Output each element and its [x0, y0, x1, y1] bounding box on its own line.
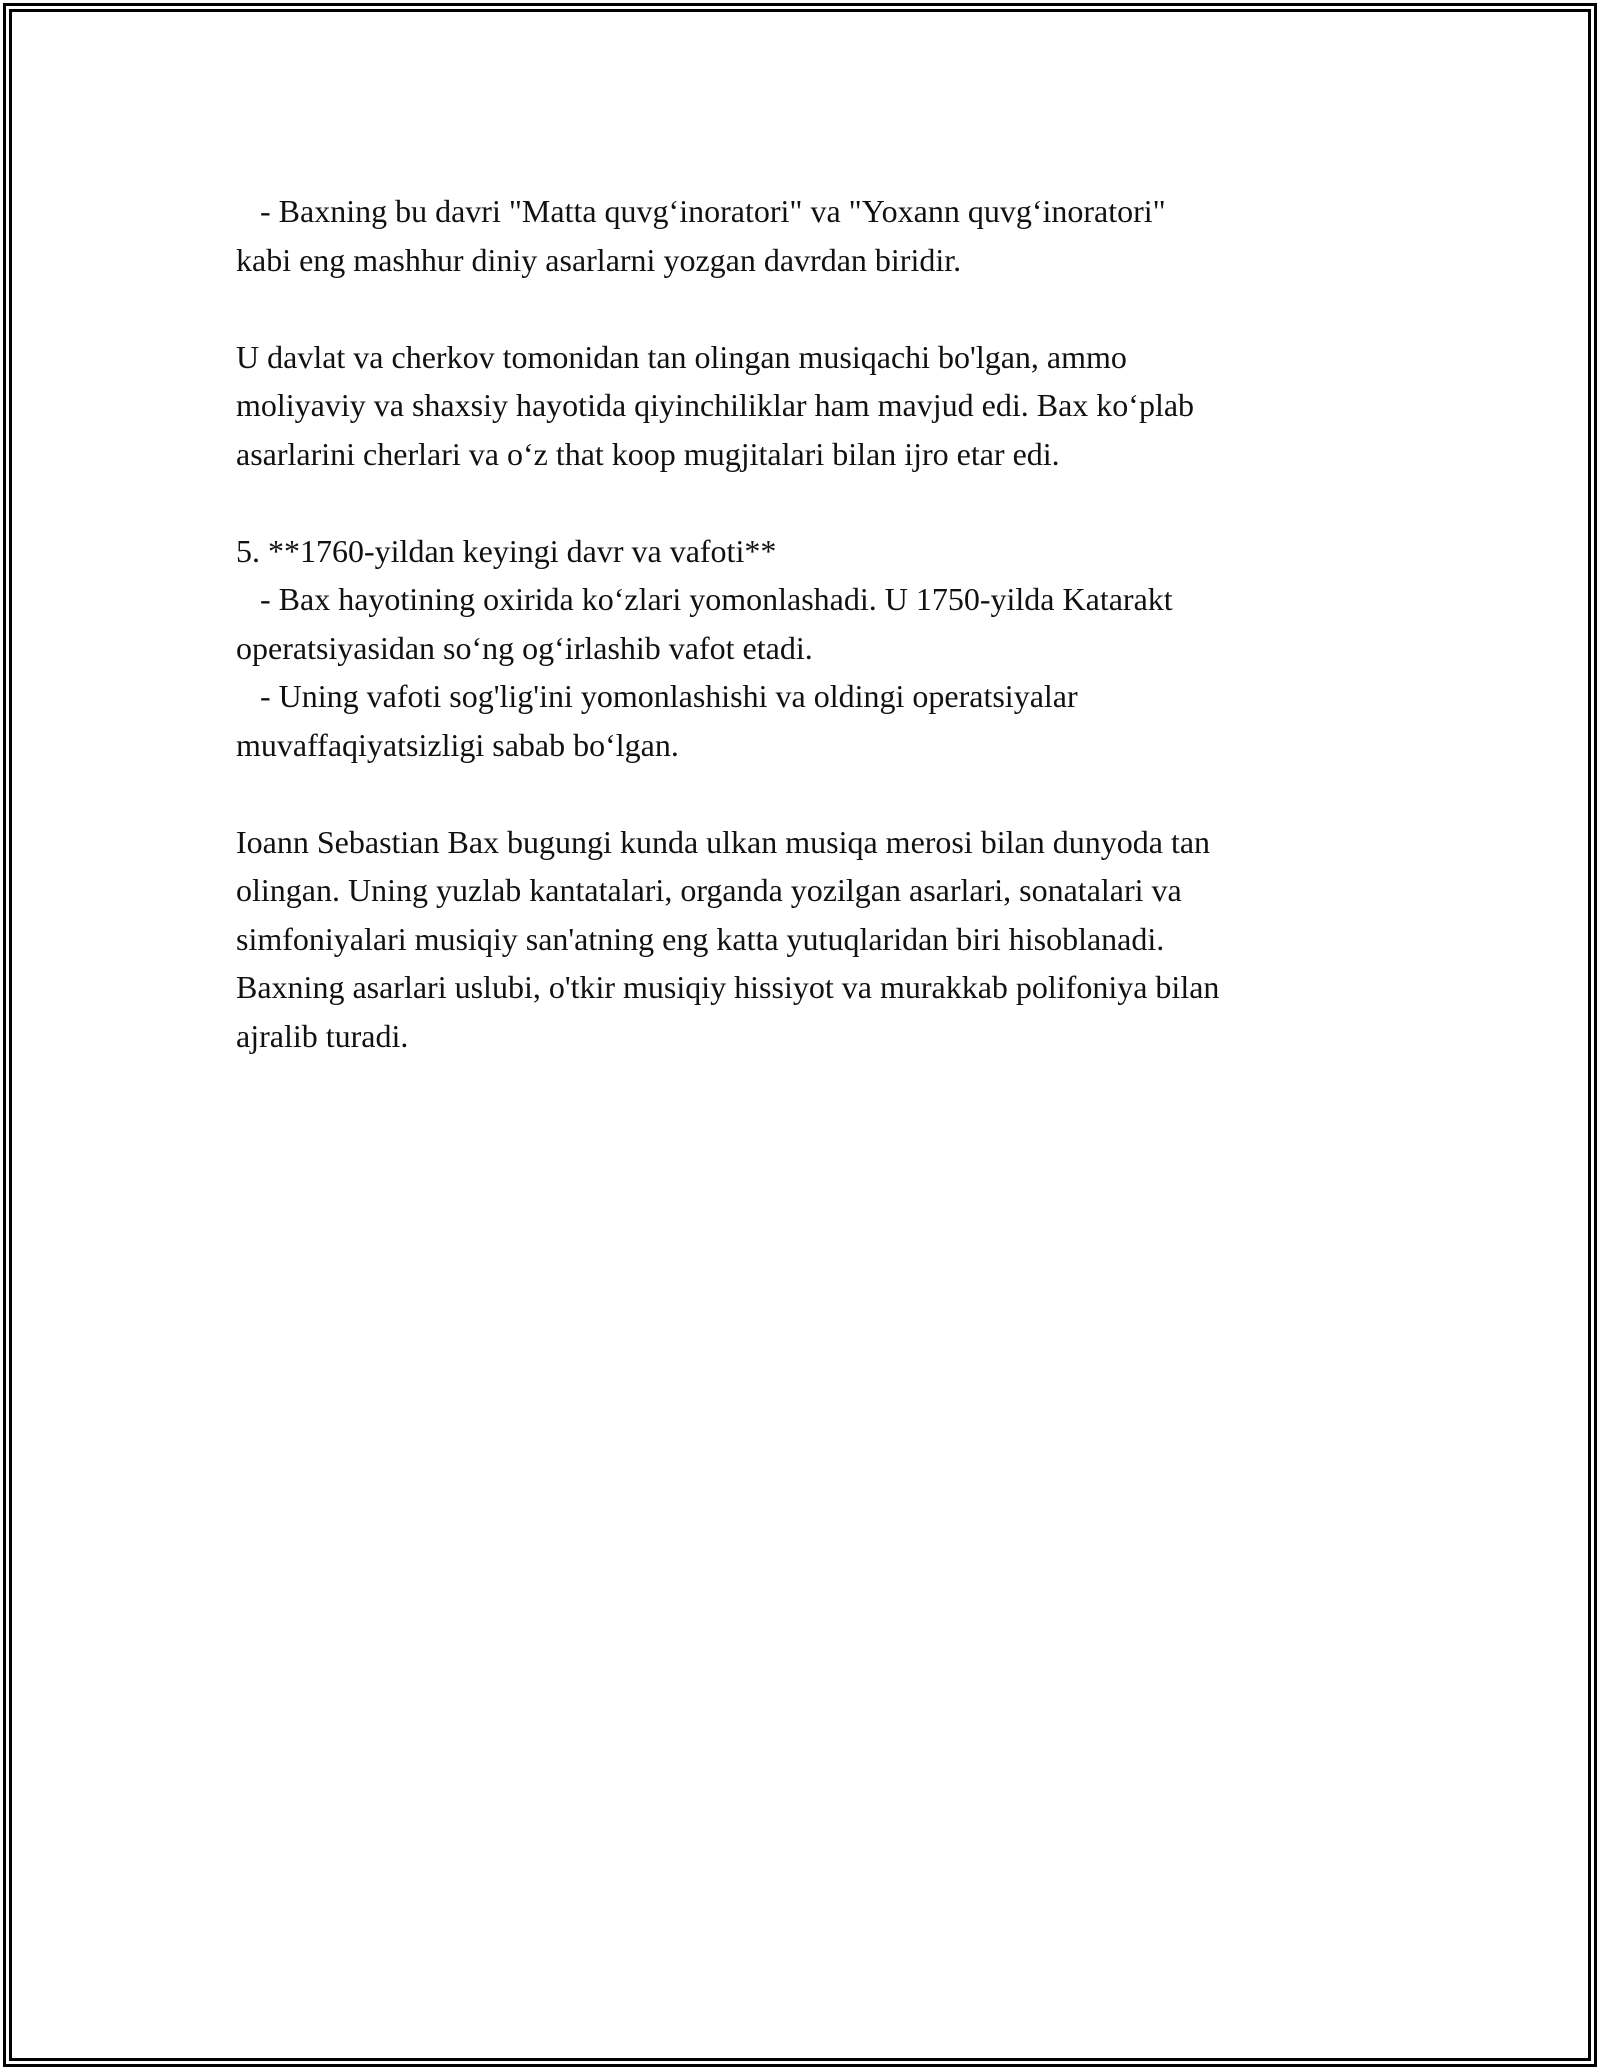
text-line: asarlarini cherlari va o‘z that koop mugjitalari bilan ijro etar edi. [236, 435, 1060, 472]
text-line: - Baxning bu davri "Matta quvg‘inoratori" va "Yoxann quvg‘inoratori" [236, 193, 1166, 229]
text-line: - Uning vafoti sog'lig'ini yomonlashishi va oldingi operatsiyalar [236, 678, 1078, 714]
text-line: U davlat va cherkov tomonidan tan olingan musiqachi bo'lgan, ammo [236, 338, 1127, 375]
text-line: moliyaviy va shaxsiy hayotida qiyinchiliklar ham mavjud edi. Bax ko‘plab [236, 387, 1195, 423]
paragraph-section-5 [236, 527, 1386, 770]
text-line: Baxning asarlari uslubi, o'tkir musiqiy hissiyot va murakkab polifoniya bilan [236, 969, 1220, 1005]
text-line: ajralib turadi. [236, 1017, 409, 1054]
text-line: kabi eng mashhur diniy asarlarni yozgan davrdan biridir. [236, 241, 962, 278]
text-line: olingan. Uning yuzlab kantatalari, organda yozilgan asarlari, sonatalari va [236, 872, 1182, 908]
text-line: muvaffaqiyatsizligi sabab bo‘lgan. [236, 726, 679, 763]
paragraph-recognition [236, 333, 1386, 479]
paragraph-passion-works [236, 187, 1386, 284]
text-line: simfoniyalari musiqiy san'atning eng katta yutuqlaridan biri hisoblanadi. [236, 920, 1165, 957]
text-line: operatsiyasidan so‘ng og‘irlashib vafot etadi. [236, 629, 813, 666]
text-line: - Bax hayotining oxirida ko‘zlari yomonlashadi. U 1750-yilda Katarakt [236, 581, 1173, 617]
section-heading: 5. **1760-yildan keyingi davr va vafoti** [236, 532, 777, 569]
text-line: Ioann Sebastian Bax bugungi kunda ulkan musiqa merosi bilan dunyoda tan [236, 823, 1211, 860]
paragraph-legacy [236, 818, 1386, 1061]
document-body [236, 187, 1386, 1109]
